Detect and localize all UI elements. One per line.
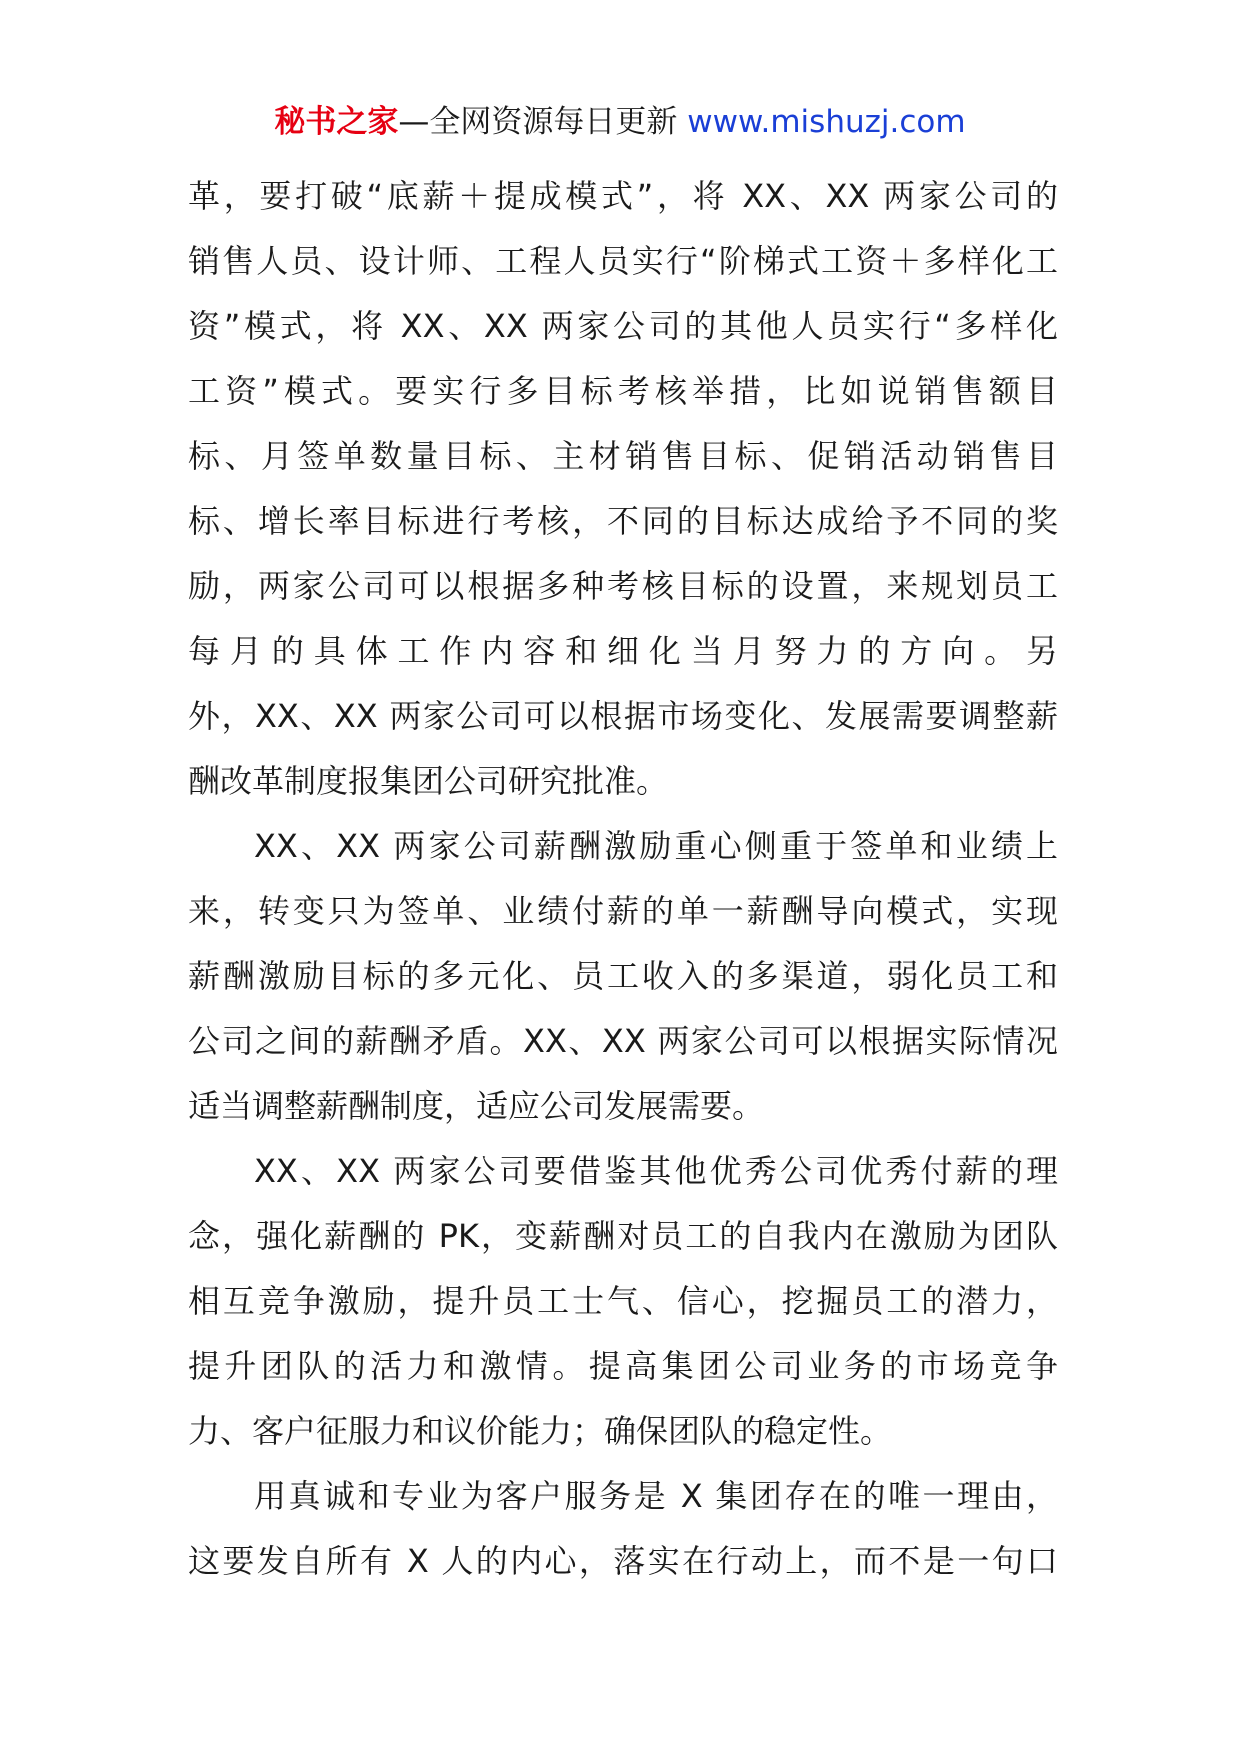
paragraph-2 — [188, 814, 1058, 1139]
text-line: 念，强化薪酬的 PK，变薪酬对员工的自我内在激励为团队 — [188, 1217, 1058, 1255]
text-line: 每月的具体工作内容和细化当月努力的方向。另 — [188, 632, 1058, 670]
page-header — [0, 102, 1240, 142]
header-slogan: —全网资源每日更新 — [398, 104, 678, 140]
text-line: 酬改革制度报集团公司研究批准。 — [188, 762, 669, 800]
text-line: 这要发自所有 X 人的内心，落实在行动上，而不是一句口 — [188, 1542, 1058, 1580]
text-line: XX、XX 两家公司薪酬激励重心侧重于签单和业绩上 — [254, 827, 1058, 865]
text-line: 适当调整薪酬制度，适应公司发展需要。 — [188, 1087, 765, 1125]
text-line: 标、月签单数量目标、主材销售目标、促销活动销售目 — [188, 437, 1058, 475]
header-brand: 秘书之家 — [274, 104, 399, 140]
text-line: 来，转变只为签单、业绩付薪的单一薪酬导向模式，实现 — [188, 892, 1058, 930]
text-line: 励，两家公司可以根据多种考核目标的设置，来规划员工 — [188, 567, 1058, 605]
text-line: 提升团队的活力和激情。提高集团公司业务的市场竞争 — [188, 1347, 1058, 1385]
text-line: 革，要打破“底薪＋提成模式”，将 XX、XX 两家公司的 — [188, 177, 1058, 215]
text-line: 公司之间的薪酬矛盾。XX、XX 两家公司可以根据实际情况 — [188, 1022, 1058, 1060]
paragraph-1 — [188, 164, 1058, 814]
text-line: XX、XX 两家公司要借鉴其他优秀公司优秀付薪的理 — [254, 1152, 1058, 1190]
text-line: 标、增长率目标进行考核，不同的目标达成给予不同的奖 — [188, 502, 1058, 540]
text-line: 资”模式，将 XX、XX 两家公司的其他人员实行“多样化 — [188, 307, 1058, 345]
text-line: 相互竞争激励，提升员工士气、信心，挖掘员工的潜力， — [188, 1282, 1058, 1320]
text-line: 外，XX、XX 两家公司可以根据市场变化、发展需要调整薪 — [188, 697, 1058, 735]
document-body — [188, 164, 1058, 1594]
paragraph-4 — [188, 1464, 1058, 1594]
text-line: 销售人员、设计师、工程人员实行“阶梯式工资＋多样化工 — [188, 242, 1058, 280]
paragraph-3 — [188, 1139, 1058, 1464]
text-line: 薪酬激励目标的多元化、员工收入的多渠道，弱化员工和 — [188, 957, 1058, 995]
header-url-link[interactable]: www.mishuzj.com — [687, 104, 966, 140]
text-line: 用真诚和专业为客户服务是 X 集团存在的唯一理由， — [254, 1477, 1058, 1515]
text-line: 力、客户征服力和议价能力；确保团队的稳定性。 — [188, 1412, 893, 1450]
text-line: 工资”模式。要实行多目标考核举措，比如说销售额目 — [188, 372, 1058, 410]
